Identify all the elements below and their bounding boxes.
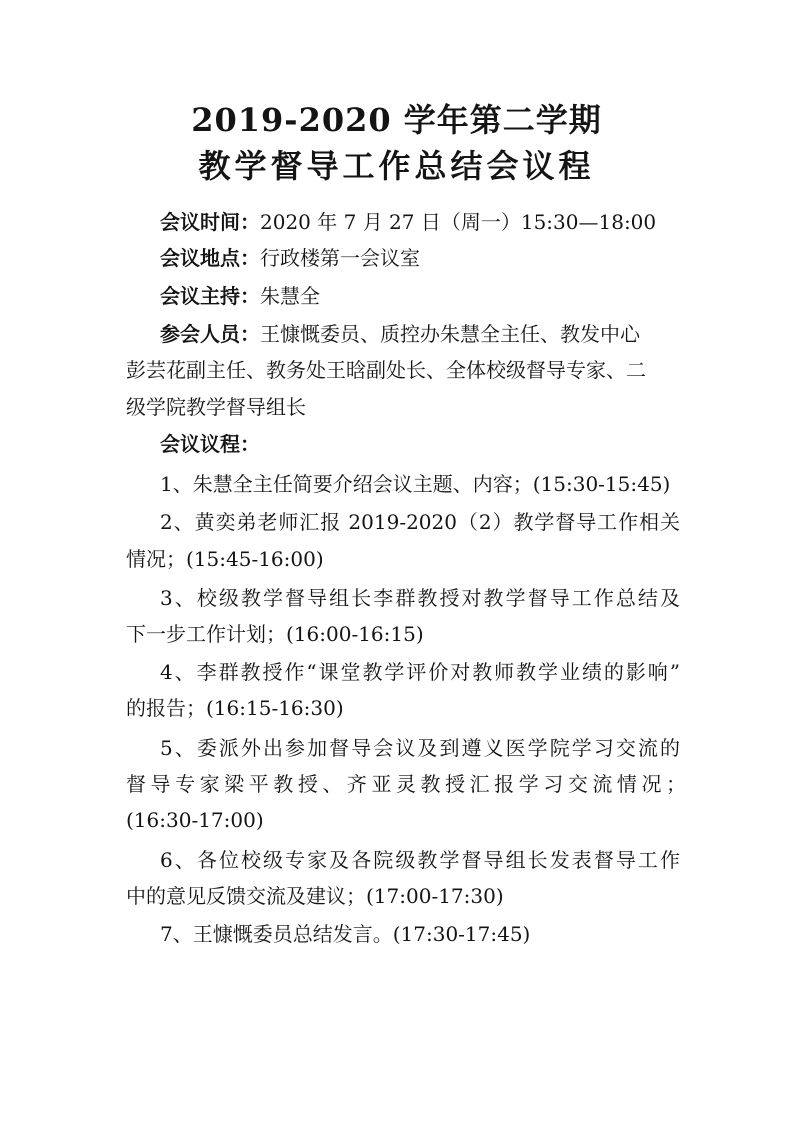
agenda-item-6-line-1: 6、各位校级专家及各院级教学督导组长发表督导工作 [160, 848, 680, 872]
meeting-place [160, 244, 680, 272]
agenda-item-1: 1、朱慧全主任简要介绍会议主题、内容；(15:30-15:45) [160, 472, 671, 496]
meeting-place-label: 会议地点： [160, 246, 260, 270]
meeting-time-value: 2020 年 7 月 27 日（周一）15:30—18:00 [260, 210, 657, 234]
agenda-item-2-line-2: 情况；(15:45-16:00) [126, 547, 324, 571]
agenda-item-4-line-1: 4、李群教授作“课堂教学评价对教师教学业绩的影响” [160, 660, 680, 684]
agenda-label: 会议议程： [160, 432, 260, 456]
meeting-place-value: 行政楼第一会议室 [260, 246, 420, 270]
meeting-attendees-label: 参会人员： [160, 322, 260, 346]
meeting-attendees-line-3: 级学院教学督导组长 [126, 395, 306, 419]
agenda-item-3-line-2: 下一步工作计划；(16:00-16:15) [126, 622, 424, 646]
agenda-item-5-line-1: 5、委派外出参加督导会议及到遵义医学院学习交流的 [160, 736, 680, 760]
meeting-attendees-line-1: 王慷慨委员、质控办朱慧全主任、教发中心 [260, 322, 640, 346]
meeting-attendees [160, 320, 680, 348]
meeting-time-label: 会议时间： [160, 210, 260, 234]
meeting-host-value: 朱慧全 [260, 284, 320, 308]
agenda-item-5-line-2: 督导专家梁平教授、齐亚灵教授汇报学习交流情况； [126, 772, 686, 796]
meeting-host-label: 会议主持： [160, 284, 260, 308]
agenda-item-2-line-1: 2、黄奕弟老师汇报 2019-2020（2）教学督导工作相关 [160, 510, 680, 534]
agenda-item-7: 7、王慷慨委员总结发言。(17:30-17:45) [160, 922, 531, 946]
meeting-host [160, 282, 680, 310]
document-title-line-1: 2019-2020 学年第二学期 [191, 101, 602, 139]
agenda-item-4-line-2: 的报告；(16:15-16:30) [126, 696, 344, 720]
agenda-item-5-line-3: (16:30-17:00) [126, 808, 264, 832]
document-title-line-2: 教学督导工作总结会议程 [198, 147, 595, 185]
agenda-item-3-line-1: 3、校级教学督导组长李群教授对教学督导工作总结及 [160, 586, 680, 610]
meeting-time [160, 208, 680, 236]
meeting-attendees-line-2: 彭芸花副主任、教务处王晗副处长、全体校级督导专家、二 [126, 358, 646, 382]
agenda-item-6-line-2: 中的意见反馈交流及建议；(17:00-17:30) [126, 884, 504, 908]
